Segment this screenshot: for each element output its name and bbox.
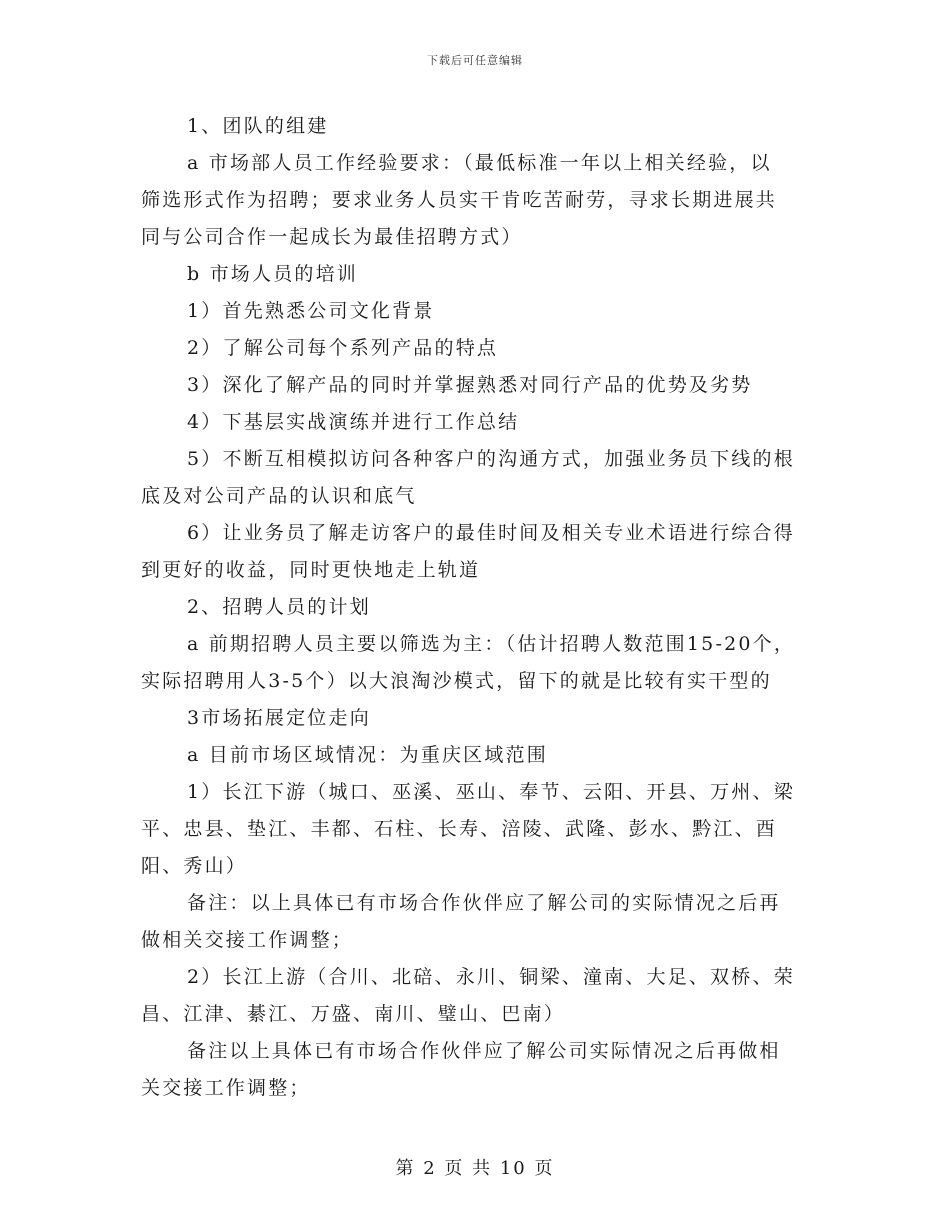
text-line: 4）下基层实战演练并进行工作总结 [187, 411, 520, 433]
text-line: 平、忠县、垫江、丰都、石柱、长寿、涪陵、武隆、彭水、黔江、酉 [141, 818, 778, 840]
text-line: 到更好的收益，同时更快地走上轨道 [141, 559, 481, 581]
text-line: 3）深化了解产品的同时并掌握熟悉对同行产品的优势及劣势 [187, 374, 753, 396]
text-line: 做相关交接工作调整； [141, 929, 354, 951]
page-footer: 第 2 页 共 10 页 [395, 1158, 555, 1179]
text-line: 阳、秀山） [141, 855, 248, 877]
text-line: b 市场人员的培训 [187, 263, 359, 285]
text-line: 6）让业务员了解走访客户的最佳时间及相关专业术语进行综合得 [187, 522, 795, 544]
text-line: 1）首先熟悉公司文化背景 [187, 300, 435, 322]
text-line: 2）长江上游（合川、北碚、永川、铜梁、潼南、大足、双桥、荣 [187, 966, 795, 988]
text-line: 5）不断互相模拟访问各种客户的沟通方式，加强业务员下线的根 [187, 448, 795, 470]
text-line: 1、团队的组建 [187, 115, 329, 137]
text-line: 昌、江津、綦江、万盛、南川、璧山、巴南） [141, 1003, 566, 1025]
text-line: 关交接工作调整； [141, 1077, 311, 1099]
text-line: 实际招聘用人3-5个）以大浪淘沙模式，留下的就是比较有实干型的 [141, 670, 772, 692]
text-line: 1）长江下游（城口、巫溪、巫山、奉节、云阳、开县、万州、梁 [187, 781, 795, 803]
page-header: 下载后可任意编辑 [427, 54, 523, 67]
text-line: 备注：以上具体已有市场合作伙伴应了解公司的实际情况之后再 [187, 892, 781, 914]
text-line: 同与公司合作一起成长为最佳招聘方式） [141, 226, 523, 248]
text-line: 2、招聘人员的计划 [187, 596, 371, 618]
text-line: a 目前市场区域情况：为重庆区域范围 [187, 744, 548, 766]
text-line: a 市场部人员工作经验要求：（最低标准一年以上相关经验，以 [187, 152, 772, 174]
text-line: 3市场拓展定位走向 [187, 707, 371, 729]
text-line: 底及对公司产品的认识和底气 [141, 485, 417, 507]
text-line: a 前期招聘人员主要以筛选为主：（估计招聘人数范围15-20个， [187, 633, 796, 655]
text-line: 筛选形式作为招聘；要求业务人员实干肯吃苦耐劳，寻求长期进展共 [141, 189, 778, 211]
text-line: 备注以上具体已有市场合作伙伴应了解公司实际情况之后再做相 [187, 1040, 781, 1062]
text-line: 2）了解公司每个系列产品的特点 [187, 337, 499, 359]
document-body [141, 108, 811, 1107]
